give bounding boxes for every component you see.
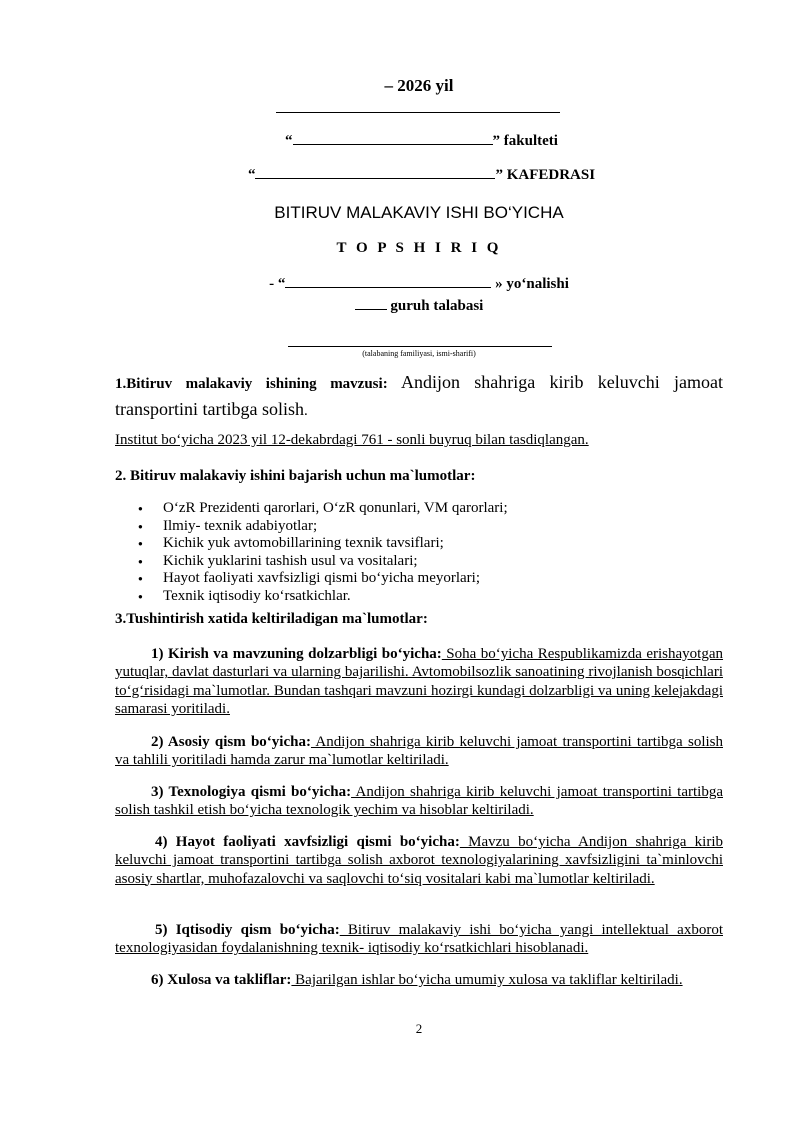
kafedra-open-quote: “: [247, 167, 256, 183]
item-body: Bitiruv malakaviy ishi bo‘yicha yangi intellektual axborot texnologiyasidan foydalanishning texnik- iqtisodiy ko‘rsatkichlari hisoblanadi.: [115, 922, 723, 957]
direction-blank: [285, 287, 491, 288]
item-body: Andijon shahriga kirib keluvchi jamoat transportini tartibga solish tashkil etish bo‘yicha texnologik yechim va hisoblar keltiriladi.: [115, 784, 723, 819]
topic-label: 1.Bitiruv malakaviy ishining mavzusi:: [115, 376, 388, 392]
item-heading: 6) Xulosa va takliflar:: [151, 972, 292, 988]
item-body: Andijon shahriga kirib keluvchi jamoat transportini tartibga solish va tahlili yoritiladi hamda zarur ma`lumotlar keltiriladi.: [115, 734, 723, 769]
section-3-item-economics: [115, 921, 723, 958]
item-heading: 1) Kirish va mavzuning dolzarbligi bo‘yicha:: [151, 646, 442, 662]
faculty-line: [0, 133, 800, 150]
item-heading: 5) Iqtisodiy qism bo‘yicha:: [155, 922, 340, 938]
item-heading: 3) Texnologiya qismi bo‘yicha:: [151, 784, 352, 800]
section-2-title: 2. Bitiruv malakaviy ishini bajarish uchun ma`lumotlar:: [115, 468, 476, 484]
list-item: ● Kichik yuk avtomobillarining texnik tavsiflari;: [136, 535, 716, 553]
kafedra-label: ” KAFEDRASI: [495, 167, 596, 183]
item-body: Bajarilgan ishlar bo‘yicha umumiy xulosa va takliflar keltiriladi.: [291, 972, 683, 988]
assignment-heading: T O P S H I R I Q: [336, 240, 502, 256]
group-blank: [355, 309, 387, 310]
institute-order-note: Institut bo‘yicha 2023 yil 12-dekabrdagi 761 - sonli buyruq bilan tasdiqlangan.: [115, 432, 589, 448]
academic-year: – 2026 yil: [384, 76, 454, 95]
section-3-item-conclusion: [115, 971, 723, 989]
kafedra-blank: [255, 178, 495, 179]
item-body: Soha bo‘yicha Respublikamizda erishayotgan yutuqlar, davlat dasturlari va ularning bajarilishi. Avtomobilsozlik sanoatining rivojlanish bosqichlari to‘g‘risidagi ma`lumotlar. Bundan tashqari mavzuni hozirgi kundagi dolzarbligi va uning kelejakdagi samarasi yoritiladi.: [115, 646, 724, 717]
section-3-item-main: [115, 733, 723, 770]
thesis-topic: [115, 370, 723, 424]
section-3-title: 3.Tushintirish xatida keltiriladigan ma`lumotlar:: [115, 611, 428, 627]
item-heading: 2) Asosiy qism bo‘yicha:: [151, 734, 311, 750]
topic-period: .: [303, 403, 308, 419]
year-underline: [276, 112, 560, 113]
faculty-open-quote: “: [285, 133, 293, 149]
direction-label: » yo‘nalishi: [491, 276, 569, 292]
faculty-blank: [293, 144, 493, 145]
list-item: ● Kichik yuklarini tashish usul va vositalari;: [136, 553, 716, 571]
page-number: 2: [415, 1021, 423, 1036]
document-title: BITIRUV MALAKAVIY ISHI BO‘YICHA: [274, 203, 564, 222]
topic-value: Andijon shahriga kirib keluvchi jamoat transportini tartibga solish: [115, 372, 723, 419]
direction-open-quote: - “: [269, 276, 286, 292]
kafedra-line: [0, 167, 800, 184]
section-2-list: [136, 500, 716, 605]
list-item: ● Texnik iqtisodiy ko‘rsatkichlar.: [136, 588, 716, 606]
group-label: guruh talabasi: [386, 298, 484, 314]
direction-line: [0, 276, 800, 293]
student-name-caption: (talabaning familiyasi, ismi-sharifi): [362, 349, 476, 358]
item-heading: 4) Hayot faoliyati xavfsizligi qismi bo‘yicha:: [155, 834, 460, 850]
faculty-label: ” fakulteti: [492, 133, 558, 149]
item-body: Mavzu bo‘yicha Andijon shahriga kirib keluvchi jamoat transportini tartibga solish axborot texnologiyalarining xavfsizligini ta`minlovchi asosiy shartlar, muhofazalovchi va saqlovchi to‘siq vositalari kabi ma`lumotlar keltiriladi.: [115, 834, 723, 887]
list-item: ● Hayot faoliyati xavfsizligi qismi bo‘yicha meyorlari;: [136, 570, 716, 588]
list-item: ● O‘zR Prezidenti qarorlari, O‘zR qonunlari, VM qarorlari;: [136, 500, 716, 518]
student-name-line: [288, 346, 552, 347]
section-3-item-safety: [115, 833, 723, 888]
group-line: [0, 298, 800, 315]
section-3-item-technology: [115, 783, 723, 820]
list-item: ● Ilmiy- texnik adabiyotlar;: [136, 518, 716, 536]
section-3-item-intro: [115, 645, 723, 718]
